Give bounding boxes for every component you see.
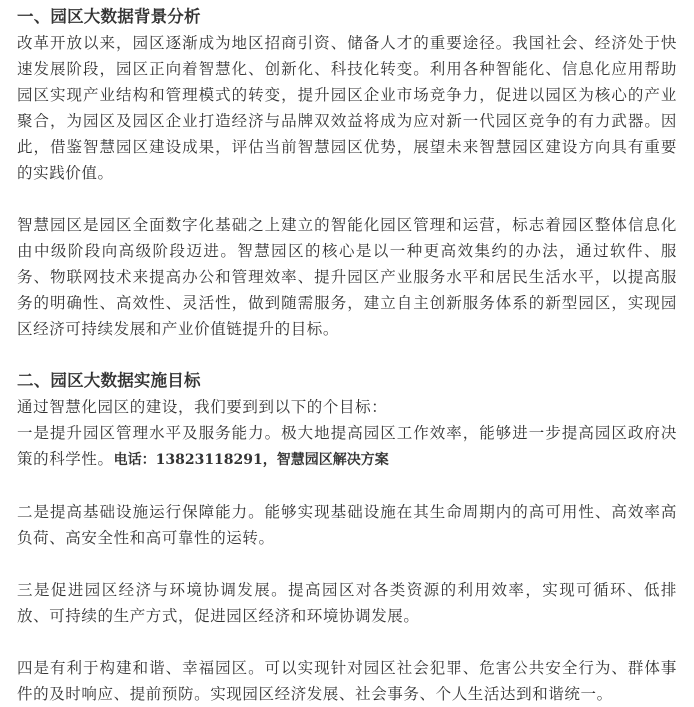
paragraph-background-intro: 改革开放以来，园区逐渐成为地区招商引资、储备人才的重要途径。我国社会、经济处于快速发展阶段，园区正向着智慧化、创新化、科技化转变。利用各种智能化、信息化应用帮助园区实现产业结构和管理模式的转变，提升园区企业市场竞争力，促进以园区为核心的产业聚合，为园区及园区企业打造经济与品牌双效益将成为应对新一代园区竞争的有力武器。因此，借鉴智慧园区建设成果，评估当前智慧园区优势，展望未来智慧园区建设方向具有重要的实践价值。 — [17, 34, 677, 182]
paragraph-spacer — [17, 342, 677, 368]
paragraph-goal-3: 三是促进园区经济与环境协调发展。提高园区对各类资源的利用效率，实现可循环、低排放、可持续的生产方式，促进园区经济和环境协调发展。 — [17, 581, 677, 625]
paragraph-spacer — [17, 186, 677, 212]
paragraph-goal-2: 二是提高基础设施运行保障能力。能够实现基础设施在其生命周期内的高可用性、高效率高负荷、高安全性和高可靠性的运转。 — [17, 503, 677, 547]
section-heading-goals: 二、园区大数据实施目标 — [17, 371, 201, 390]
goal-1-text: 一是提升园区管理水平及服务能力。极大地提高园区工作效率，能够进一步提高园区政府决策的科学性。 — [17, 424, 677, 468]
paragraph-smart-park-definition: 智慧园区是园区全面数字化基础之上建立的智能化园区管理和运营，标志着园区整体信息化由中级阶段向高级阶段迈进。智慧园区的核心是以一种更高效集约的办法，通过软件、服务、物联网技术来提高办公和管理效率、提升园区产业服务水平和居民生活水平，以提高服务的明确性、高效性、灵活性，做到随需服务，建立自主创新服务体系的新型园区，实现园区经济可持续发展和产业价值链提升的目标。 — [17, 216, 677, 338]
paragraph-spacer — [17, 551, 677, 577]
paragraph-goal-4: 四是有利于构建和谐、幸福园区。可以实现针对园区社会犯罪、危害公共安全行为、群体事件的及时响应、提前预防。实现园区经济发展、社会事务、个人生活达到和谐统一。 — [17, 659, 677, 703]
contact-phone-text: 电话：13823118291，智慧园区解决方案 — [113, 452, 389, 468]
paragraph-goal-1 — [17, 420, 677, 473]
paragraph-spacer — [17, 629, 677, 655]
paragraph-spacer — [17, 473, 677, 499]
paragraph-goals-intro: 通过智慧化园区的建设，我们要到到以下的个目标： — [17, 398, 388, 416]
section-heading-background: 一、园区大数据背景分析 — [17, 7, 201, 26]
